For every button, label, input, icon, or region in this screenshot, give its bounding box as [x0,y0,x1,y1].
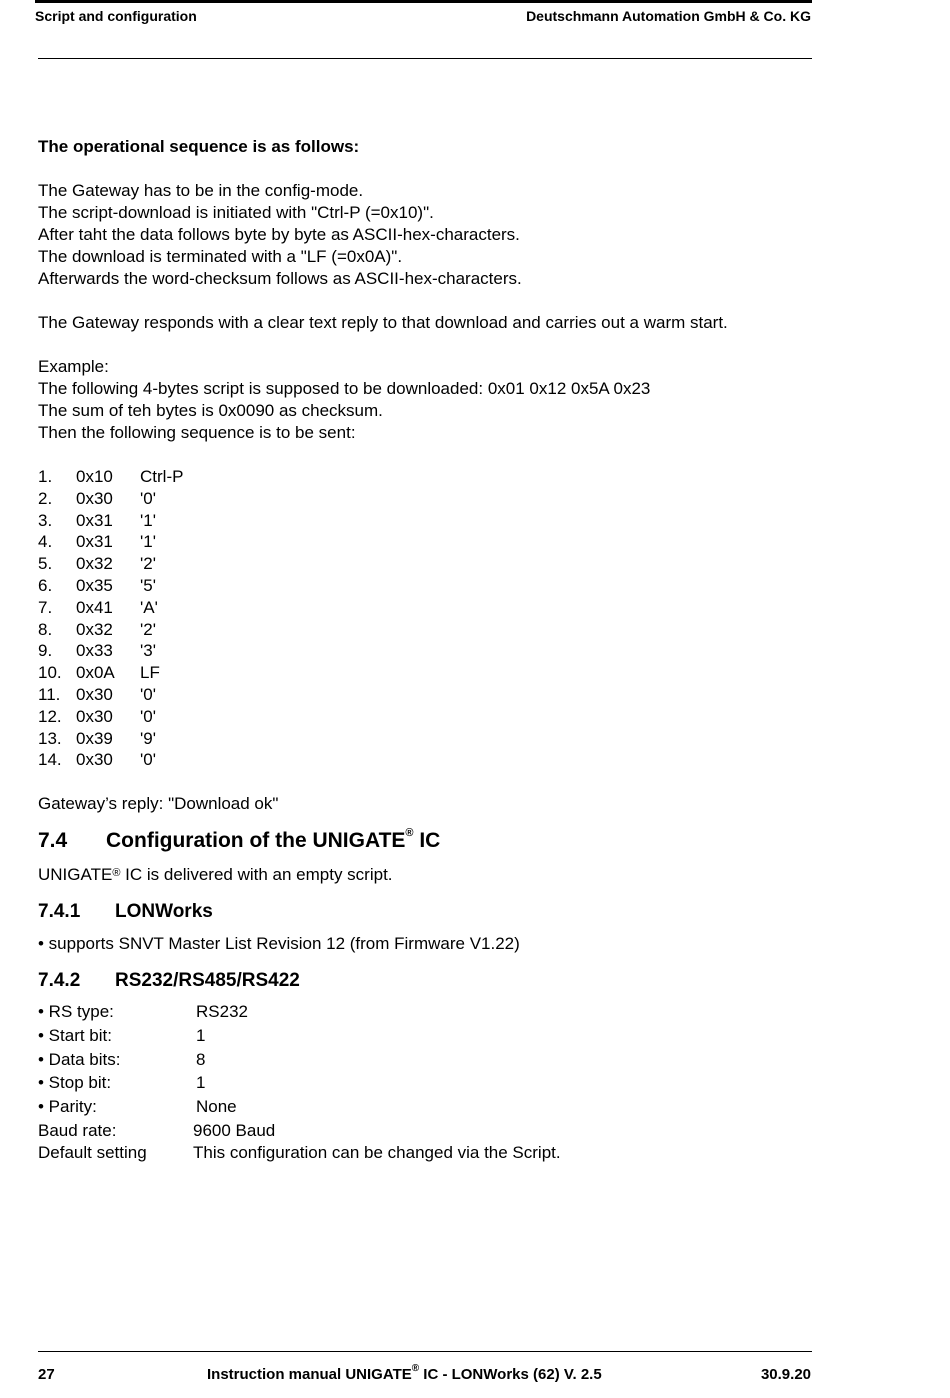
sequence-char: '0' [140,706,156,726]
sequence-index: 2. [38,488,53,508]
body-text: IC is delivered with an empty script. [120,865,393,884]
section-7-4-2-heading [38,970,300,992]
sequence-char: '0' [140,750,156,770]
footer-divider [38,1351,812,1352]
sequence-index: 8. [38,619,53,639]
setting-row [38,1121,561,1143]
setting-key: • Stop bit: [38,1073,112,1093]
sequence-row [38,640,812,662]
section-title: Configuration of the UNIGATE [106,829,406,852]
step-line: The Gateway has to be in the config-mode. [38,181,364,200]
step-line: The download is terminated with a "LF (=0x0A)". [38,247,403,266]
sequence-hex: 0x32 [76,619,113,639]
setting-key: • RS type: [38,1002,114,1021]
sequence-index: 14. [38,750,62,770]
setting-value: This configuration can be changed via the Script. [193,1142,561,1162]
sequence-hex: 0x30 [76,684,113,704]
example-line: The following 4-bytes script is supposed to be downloaded: 0x01 0x12 0x5A 0x23 [38,379,651,398]
header-company: Deutschmann Automation GmbH & Co. KG [526,8,811,24]
setting-value: 9600 Baud [193,1120,276,1140]
example-line: Then the following sequence is to be sent: [38,423,356,442]
sequence-index: 6. [38,575,53,595]
step-line: After taht the data follows byte by byte as ASCII-hex-characters. [38,225,520,244]
sequence-index: 11. [38,684,61,704]
sequence-row [38,488,812,510]
sequence-index: 10. [38,663,62,683]
sequence-hex: 0x35 [76,575,113,595]
setting-row [38,1143,561,1165]
body-product: UNIGATE [38,865,113,884]
sequence-row [38,619,812,641]
sequence-index: 12. [38,706,62,726]
sequence-row [38,575,812,597]
sequence-char: '1' [140,532,156,552]
sequence-hex: 0x31 [76,510,113,530]
sequence-char: '2' [140,619,156,639]
sequence-row [38,728,812,750]
footer-title-suffix: IC - LONWorks (62) V. 2.5 [419,1366,602,1383]
setting-key: • Data bits: [38,1049,121,1069]
setting-key: Default setting [38,1142,147,1162]
header-divider [38,58,812,59]
top-rule [35,0,812,3]
setting-row [38,1073,561,1097]
sequence-index: 9. [38,641,53,661]
sequence-hex: 0x30 [76,750,113,770]
sequence-char: 'A' [140,597,158,617]
sequence-hex: 0x39 [76,728,113,748]
step-line: The script-download is initiated with "Ctrl-P (=0x10)". [38,203,434,222]
page-number: 27 [38,1366,55,1383]
footer-title [207,1363,602,1383]
setting-row [38,1002,561,1026]
section-number: 7.4.1 [38,901,81,922]
section-title: LONWorks [115,901,213,922]
sequence-char: '9' [140,728,156,748]
registered-mark: ® [411,1363,420,1374]
header-section-title: Script and configuration [35,8,197,24]
sequence-char: '3' [140,641,156,661]
sequence-row [38,684,812,706]
sequence-char: LF [140,663,160,683]
byte-sequence-list [38,466,812,771]
sequence-index: 1. [38,467,53,486]
sequence-hex: 0x31 [76,532,113,552]
sequence-index: 3. [38,510,53,530]
section-number: 7.4 [38,829,68,852]
footer-date: 30.9.20 [760,1366,811,1383]
example-label: Example: [38,357,109,376]
sequence-char: '2' [140,554,156,574]
sequence-hex: 0x41 [76,597,113,617]
sequence-index: 7. [38,597,53,617]
sequence-hex: 0x30 [76,706,113,726]
example-line: The sum of teh bytes is 0x0090 as checksum. [38,401,383,420]
setting-value: None [196,1097,237,1117]
section-7-4-heading [38,829,440,853]
sequence-char: Ctrl-P [140,467,184,486]
sequence-hex: 0x0A [76,663,115,683]
sequence-index: 5. [38,554,53,574]
section-number: 7.4.2 [38,970,81,991]
sequence-row [38,706,812,728]
setting-value: 1 [196,1073,206,1093]
gateway-response: The Gateway responds with a clear text reply to that download and carries out a warm start. [38,313,728,332]
sequence-row [38,510,812,532]
sequence-row [38,749,812,771]
sequence-row [38,662,812,684]
footer-title-text: Instruction manual UNIGATE [207,1366,412,1383]
setting-key: • Start bit: [38,1025,112,1045]
sequence-char: '1' [140,510,156,530]
section-title: RS232/RS485/RS422 [115,970,300,991]
setting-row [38,1050,561,1074]
sequence-row [38,553,812,575]
sequence-hex: 0x10 [76,467,113,486]
step-line: Afterwards the word-checksum follows as ASCII-hex-characters. [38,269,522,288]
setting-value: 1 [196,1025,206,1045]
setting-key: Baud rate: [38,1120,117,1140]
sequence-hex: 0x30 [76,488,113,508]
sequence-row [38,597,812,619]
setting-value: RS232 [196,1002,248,1021]
sequence-heading: The operational sequence is as follows: [38,137,360,156]
setting-row [38,1026,561,1050]
sequence-char: '0' [140,684,156,704]
setting-value: 8 [196,1049,206,1069]
sequence-hex: 0x33 [76,641,113,661]
sequence-index: 13. [38,728,62,748]
setting-key: • Parity: [38,1097,97,1117]
sequence-char: '0' [140,488,156,508]
sequence-char: '5' [140,575,156,595]
lonworks-bullet: • supports SNVT Master List Revision 12 (from Firmware V1.22) [38,934,520,953]
section-7-4-body [38,864,393,886]
sequence-index: 4. [38,532,53,552]
sequence-hex: 0x32 [76,554,113,574]
section-title-suffix: IC [413,829,441,852]
main-content [38,136,812,815]
section-7-4-1-heading [38,901,213,923]
sequence-row [38,531,812,553]
serial-settings [38,1002,561,1165]
sequence-row [38,466,812,488]
gateway-reply: Gateway’s reply: "Download ok" [38,794,279,814]
registered-mark: ® [112,867,121,879]
registered-mark: ® [405,827,414,839]
setting-row [38,1097,561,1121]
